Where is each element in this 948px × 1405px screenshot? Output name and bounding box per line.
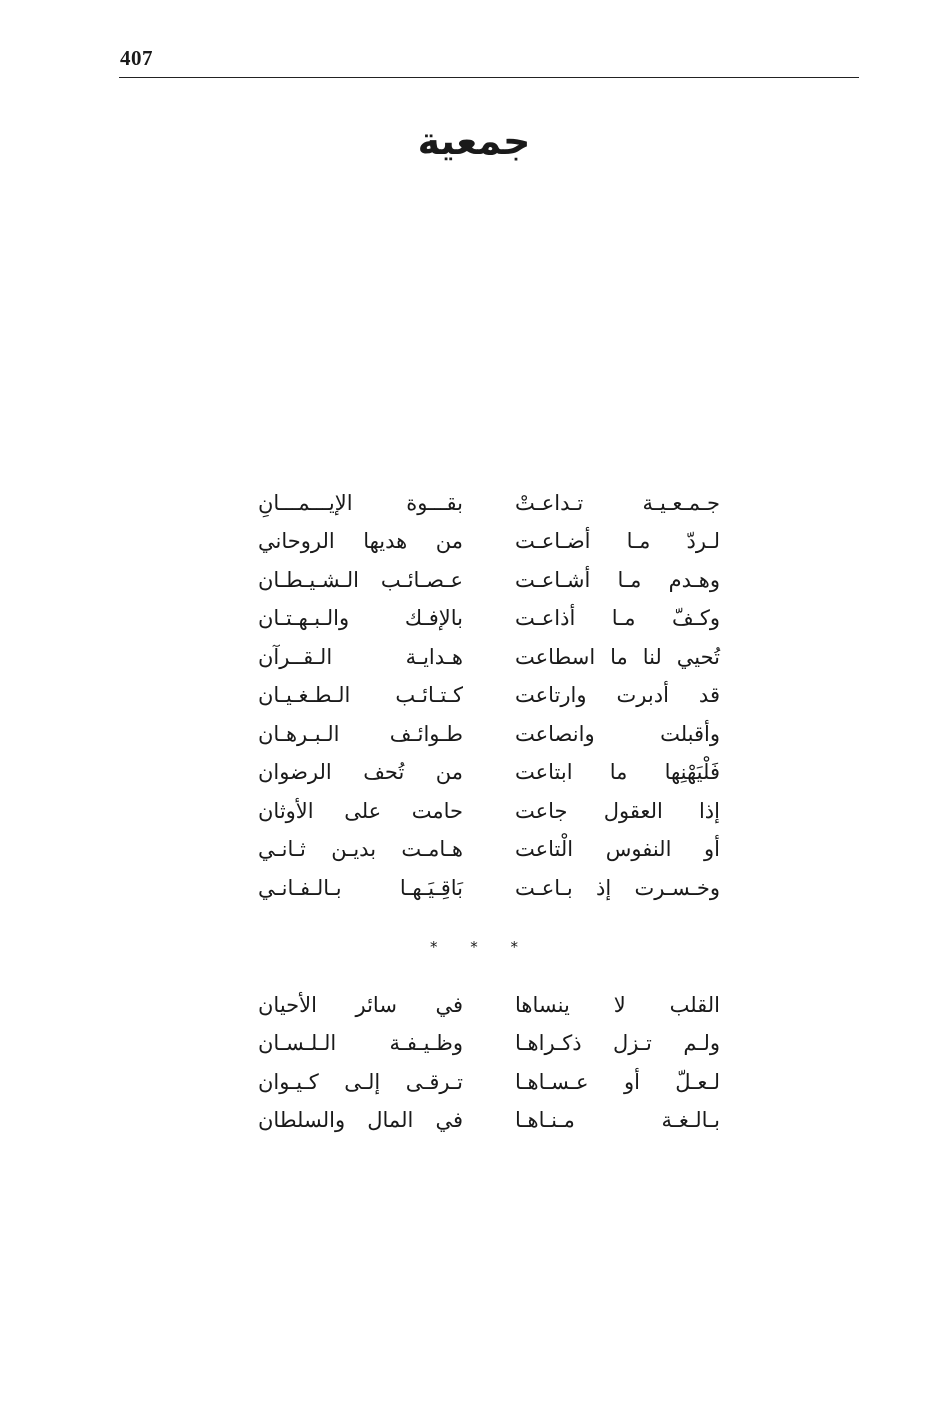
first-hemistich: تُحيي لنا ما اسطاعت (515, 644, 720, 669)
verse (258, 561, 720, 600)
stanza-2 (258, 986, 720, 1140)
verse (258, 1063, 720, 1102)
second-hemistich: وظـيـفـة الـلـسـان (258, 1031, 463, 1056)
first-hemistich: لـردّ مـا أضـاعـت (515, 529, 720, 554)
first-hemistich: القلب لا ينساها (515, 992, 720, 1017)
verse (258, 677, 720, 716)
verse (258, 986, 720, 1025)
first-hemistich: جـمـعـيـة تـداعـتْ (515, 490, 720, 515)
second-hemistich: في سائر الأحيان (258, 992, 463, 1017)
first-hemistich: وكـفّ مـا أذاعـت (515, 606, 720, 631)
verse (258, 484, 720, 523)
second-hemistich: من تُحف الرضوان (258, 760, 463, 785)
first-hemistich: أو النفوس الْتاعت (515, 837, 720, 862)
poem-title: جمعية (417, 119, 531, 163)
verse (258, 869, 720, 908)
second-hemistich: عـصـائـب الـشـيـطـان (258, 567, 463, 592)
verse (258, 831, 720, 870)
second-hemistich: طـوائـف الـبـرهـان (258, 721, 463, 746)
first-hemistich: بـالـغـة مـنـاهـا (515, 1108, 720, 1133)
verse (258, 1102, 720, 1141)
verse (258, 715, 720, 754)
second-hemistich: من هديها الروحاني (258, 529, 463, 554)
first-hemistich: وهـدم مـا أشـاعـت (515, 567, 720, 592)
second-hemistich: تـرقـى إلـى كـيـوان (258, 1069, 463, 1094)
stanza-separator: * * * (429, 938, 533, 956)
first-hemistich: وأقبلت وانصاعت (515, 721, 720, 746)
first-hemistich: ولـم تـزل ذكـراهـا (515, 1031, 720, 1056)
verse (258, 1025, 720, 1064)
second-hemistich: هـدايـة الـقــرآن (258, 644, 463, 669)
stanza-1 (258, 484, 720, 908)
first-hemistich: فَلْيَهْنِها ما ابتاعت (515, 760, 720, 785)
second-hemistich: بقـــوة الإيـــمـــانِ (258, 490, 463, 515)
first-hemistich: إذا العقول جاعت (515, 798, 720, 823)
second-hemistich: كـتـائـب الـطـغـيـان (258, 683, 463, 708)
page-number: 407 (120, 46, 153, 70)
second-hemistich: بالإفـك والـبـهـتـان (258, 606, 463, 631)
second-hemistich: حامت على الأوثان (258, 798, 463, 823)
verse (258, 523, 720, 562)
first-hemistich: وخـسـرت إذ بـاعـت (515, 875, 720, 900)
second-hemistich: بَاقِـيَـهـا بـالـفـانـي (258, 875, 463, 900)
verse (258, 754, 720, 793)
verse (258, 600, 720, 639)
header-rule (119, 77, 859, 78)
first-hemistich: قد أدبرت وارتاعت (515, 683, 720, 708)
verse (258, 792, 720, 831)
second-hemistich: في المال والسلطان (258, 1108, 463, 1133)
first-hemistich: لـعـلّ أو عـسـاهـا (515, 1069, 720, 1094)
second-hemistich: هـامـت بديـن ثـانـي (258, 837, 463, 862)
verse (258, 638, 720, 677)
